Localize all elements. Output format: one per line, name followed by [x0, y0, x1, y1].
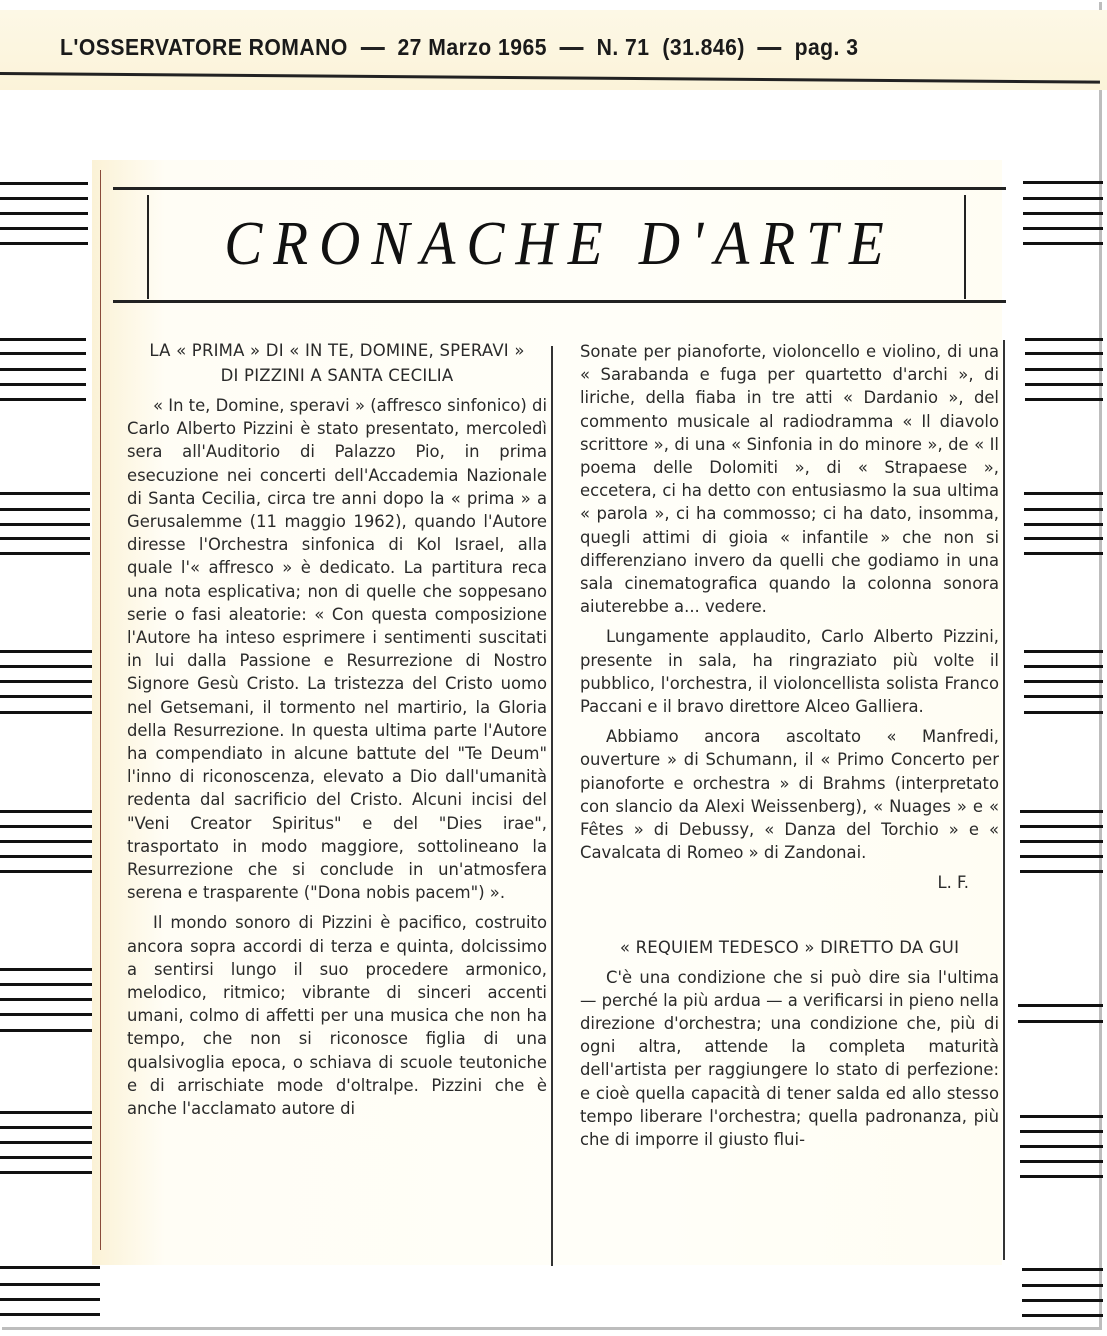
page-number: pag. 3	[794, 34, 859, 60]
clipping-cut-edge	[100, 170, 101, 1250]
article-1-paragraph-3: Sonate per pianoforte, violoncello e violino, di una « Sarabanda e fuga per quartetto d'archi », di liriche, della fiaba in tre atti « Dardanio », del commento musicale al radiodramma « Il diavolo scrittore », di una « Sinfonia in do minore », de « Il poema delle Dolomiti », di « Strapaese », eccetera, ci ha detto con entusiasmo la sua ultima « parola », ci ha commosso; ci ha dato, insomma, quegli attimi di gioia « infantile » che non si differenziano invero da quelli che godiamo in una sala cinematografica quando la colonna sonora aiuterebbe a... vedere.	[580, 342, 999, 617]
article-1-signature: L. F.	[937, 873, 969, 893]
headline-line-2: DI PIZZINI A SANTA CECILIA	[220, 366, 454, 385]
dash-separator	[758, 47, 782, 50]
article-1-paragraph-4: Lungamente applaudito, Carlo Alberto Pizzini, presente in sala, ha ringraziato più volte il pubblico, l'orchestra, il violoncellista solista Franco Paccani e il bravo direttore Alceo Galliera.	[580, 627, 999, 717]
dash-separator	[560, 47, 584, 50]
article-1-paragraph-1: « In te, Domine, speravi » (affresco sinfonico) di Carlo Alberto Pizzini è stato presentato, mercoledì sera all'Auditorio di Palazzo Pio, in prima esecuzione nei concerti dell'Accademia Nazionale di Santa Cecilia, circa tre anni dopo la « prima » a Gerusalemme (11 maggio 1962), quando l'Autore diresse l'Orchestra sinfonica di Kol Israel, alla quale l'« affresco » è dedicato. La partitura reca una nota esplicativa; non di quelle che soppesano serie o fasi aleatorie: « Con questa composizione l'Autore ha inteso esprimere i sentimenti suscitati in lui dalla Passione e Resurrezione di Nostro Signore Gesù Cristo. La tristezza del Cristo uomo nel Getsemani, il tormento nel martirio, la Gloria della Resurrezione. In questa ultima parte l'Autore ha compendiato in alcune battute del "Te Deum" l'inno di riconoscenza, elevato a Dio dall'umanità redenta dal sacrificio del Cristo. Alcuni incisi del "Veni Creator Spiritus" e del "Dies irae", trasportato in modo maggiore, sottolineano la Resurrezione che si conclude in un'atmosfera serena e trasparente ("Dona nobis pacem") ».	[127, 396, 547, 903]
article-column-right	[580, 340, 999, 1151]
issue-date: 27 Marzo 1965	[397, 34, 547, 60]
article-2-headline: « REQUIEM TEDESCO » DIRETTO DA GUI	[619, 937, 960, 957]
article-1-paragraph-2: Il mondo sonoro di Pizzini è pacifico, costruito ancora sopra accordi di terza e quinta, dolcissimo a sentirsi lungo il suo procedere armonico, melodico, ritmico; vibrante di sinceri accenti umani, colmo di affetti per una musica che non ha tempo, che non si riconosce figlia di una qualsivoglia epoca, o schiava di scuole teutoniche e di arrischiate mode d'oltralpe. Pizzini che è anche l'acclamato autore di	[127, 913, 547, 1119]
issue-number: N. 71	[596, 34, 650, 60]
masthead	[60, 34, 980, 61]
dash-separator	[361, 47, 385, 50]
headline-line-1: LA « PRIMA » DI « IN TE, DOMINE, SPERAVI »	[149, 341, 525, 360]
newspaper-name: L'OSSERVATORE ROMANO	[60, 34, 348, 60]
article-1-headline	[127, 338, 547, 388]
column-rule-right	[1003, 340, 1005, 1260]
article-2-paragraph-1: C'è una condizione che si può dire sia l'ultima — perché la più ardua — a verificarsi in pieno nella direzione d'orchestra; una condizione che, più di ogni altra, attende la completa maturità dell'artista per raggiungere lo stato di perfezione: e cioè quella capacità di tener salda ed allo stesso tempo liberare l'orchestra; quella padronanza, più che di imporre il giusto flui-	[580, 967, 999, 1150]
article-1-paragraph-5: Abbiamo ancora ascoltato « Manfredi, ouverture » di Schumann, il « Primo Concerto per pianoforte e orchestra » di Brahms (interpretato con slancio da Alexi Weissenberg), « Nuages » e « Fêtes » di Debussy, « Danza del Torchio » e « Cavalcata di Romeo » di Zandonai.	[580, 727, 999, 863]
article-column-left	[127, 338, 547, 1120]
issue-serial: (31.846)	[662, 34, 745, 60]
section-title-box	[113, 187, 1006, 303]
column-rule	[551, 346, 553, 1266]
section-title: CRONACHE D'ARTE	[224, 210, 895, 278]
